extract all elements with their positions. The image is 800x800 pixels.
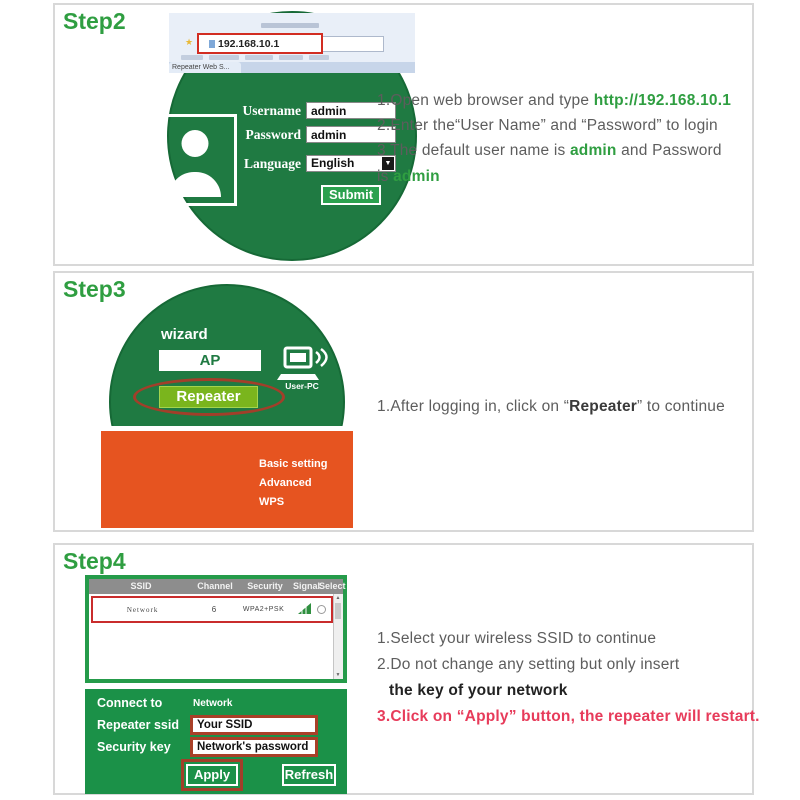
browser-chrome <box>169 13 415 73</box>
ssid-table-header <box>89 579 346 594</box>
step2-title: Step2 <box>63 8 126 34</box>
browser-toolbar-blur <box>279 55 303 60</box>
signal-strength-icon <box>291 601 317 619</box>
wifi-menu-zone <box>101 431 353 528</box>
repeater-bold-text: Repeater <box>569 398 638 415</box>
panel-step4 <box>53 543 760 795</box>
step4-title: Step4 <box>63 548 126 574</box>
url-text[interactable]: 192.168.10.1 <box>218 37 280 50</box>
repeater-settings-form <box>85 689 347 794</box>
wizard-label: wizard <box>161 326 208 343</box>
scroll-up-icon[interactable]: ▲ <box>335 595 341 601</box>
avatar-body <box>169 172 221 197</box>
connect-to-value: Network <box>193 698 233 709</box>
instruction-line <box>377 656 679 674</box>
table-row-network[interactable] <box>91 596 333 623</box>
scroll-down-icon[interactable]: ▼ <box>335 672 341 678</box>
chevron-down-icon[interactable]: ▼ <box>382 157 394 170</box>
instruction-text: 3.Click on “Apply” button, the repeater will restart. <box>377 708 760 725</box>
instruction-text: 2.Enter the“User Name” and “Password” to login <box>377 117 718 134</box>
instruction-text: the key of your network <box>389 682 568 699</box>
instruction-line <box>377 117 718 135</box>
header-signal: Signal <box>293 581 321 591</box>
header-select: Select <box>319 581 346 591</box>
instruction-text: is <box>377 168 394 185</box>
ssid-list-box <box>85 575 347 683</box>
instruction-line <box>377 142 722 160</box>
browser-toolbar-blur <box>209 55 239 60</box>
menu-item-advanced[interactable]: Advanced <box>259 477 312 489</box>
security-key-field[interactable] <box>190 737 318 757</box>
highlight-text: admin <box>393 168 440 185</box>
url-link-text: http://192.168.10.1 <box>593 92 732 109</box>
user-pc-label: User-PC <box>285 381 319 391</box>
instruction-line <box>377 630 656 648</box>
menu-item-wps[interactable]: WPS <box>259 496 285 508</box>
browser-tab-bar <box>169 62 415 73</box>
language-value: English <box>311 156 355 170</box>
language-label: Language <box>243 156 301 171</box>
instruction-text: 1.After logging in, click on “ <box>377 398 570 415</box>
instruction-text: 3 The default user name is <box>377 142 570 159</box>
browser-tab[interactable]: Repeater Web S... <box>169 62 241 73</box>
browser-menu-blur <box>261 23 319 28</box>
radio-circle-icon[interactable] <box>317 605 326 614</box>
cell-ssid: Network <box>126 605 159 614</box>
instruction-line <box>377 92 731 110</box>
apply-highlight-box <box>181 759 243 791</box>
username-label: Username <box>242 103 301 118</box>
list-scrollbar[interactable] <box>333 594 343 679</box>
select-radio[interactable] <box>317 601 331 619</box>
step3-title: Step3 <box>63 276 126 302</box>
instruction-text: 2.Do not change any setting but only insert <box>377 656 680 673</box>
password-label: Password <box>245 127 301 142</box>
instruction-text: 1.Select your wireless SSID to continue <box>377 630 657 647</box>
submit-button[interactable]: Submit <box>321 185 381 205</box>
repeater-ssid-label: Repeater ssid <box>97 718 179 732</box>
browser-toolbar-blur <box>181 55 203 60</box>
url-highlight-box[interactable] <box>197 33 323 54</box>
cell-security: WPA2+PSK <box>242 606 285 613</box>
wizard-screenshot-circle <box>109 284 345 520</box>
repeater-ssid-field[interactable] <box>190 715 318 735</box>
security-key-label: Security key <box>97 740 171 754</box>
page-icon <box>209 40 215 48</box>
scroll-thumb[interactable] <box>335 603 341 619</box>
instruction-line <box>377 168 440 186</box>
instruction-text: 1.Open web browser and type <box>377 92 594 109</box>
cell-channel: 6 <box>211 605 217 614</box>
header-ssid: SSID <box>130 581 152 591</box>
instruction-text: and Password <box>616 142 722 159</box>
instruction-line <box>377 398 725 416</box>
repeater-button[interactable]: Repeater <box>159 386 258 408</box>
apply-button[interactable]: Apply <box>186 764 238 786</box>
login-screenshot-circle <box>167 11 417 261</box>
highlight-text: admin <box>569 142 617 159</box>
header-channel: Channel <box>197 581 233 591</box>
favorite-star-icon[interactable]: ★ <box>185 37 194 47</box>
instruction-line <box>377 708 760 726</box>
instruction-line <box>389 682 568 700</box>
panel-step2 <box>53 3 754 266</box>
panel-step3 <box>53 271 754 532</box>
connect-to-label: Connect to <box>97 696 163 710</box>
instruction-text: ” to continue <box>637 398 725 415</box>
menu-item-basic-setting[interactable]: Basic setting <box>259 458 328 470</box>
ap-button[interactable]: AP <box>159 350 261 371</box>
browser-toolbar-blur <box>245 55 273 60</box>
refresh-button[interactable]: Refresh <box>282 764 336 786</box>
header-security: Security <box>247 581 283 591</box>
browser-toolbar-blur <box>309 55 329 60</box>
